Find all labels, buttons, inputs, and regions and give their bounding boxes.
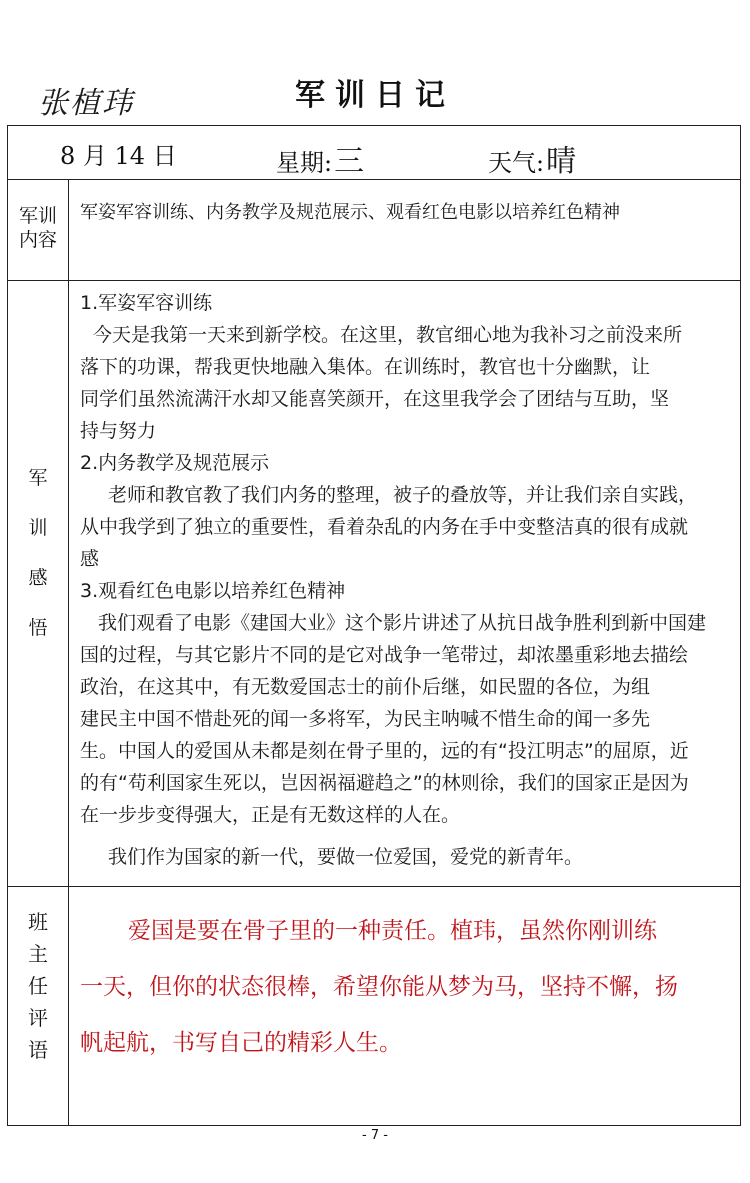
reflection-line: 我们作为国家的新一代，要做一位爱国，爱党的新青年。: [108, 846, 584, 868]
reflection-line: 3.观看红色电影以培养红色精神: [80, 580, 346, 602]
comment-line: 爱国是要在骨子里的一种责任。植玮，虽然你刚训练: [128, 918, 657, 944]
row-divider: [8, 280, 740, 281]
reflection-line: 同学们虽然流满汗水却又能喜笑颜开，在这里我学会了团结与互助，坚: [80, 388, 670, 410]
reflection-line: 政治，在这其中，有无数爱国志士的前仆后继，如民盟的各位，为组: [80, 676, 651, 698]
reflection-line: 2.内务教学及规范展示: [80, 452, 270, 474]
reflection-line: 国的过程，与其它影片不同的是它对战争一笔带过，却浓墨重彩地去描绘: [80, 644, 689, 666]
reflection-line: 1.军姿军容训练: [80, 292, 213, 314]
content-text: 军姿军容训练、内务教学及规范展示、观看红色电影以培养红色精神: [80, 202, 620, 223]
label-column-divider: [68, 179, 69, 1125]
reflection-line: 落下的功课，帮我更快地融入集体。在训练时，教官也十分幽默，让: [80, 356, 651, 378]
weather-value: 晴: [546, 144, 577, 179]
reflection-line: 从中我学到了独立的重要性，看着杂乱的内务在手中变整洁真的很有成就: [80, 516, 689, 538]
reflection-line: 生。中国人的爱国从未都是刻在骨子里的，远的有“投江明志”的屈原，近: [80, 740, 689, 762]
page-number: - 7 -: [362, 1128, 388, 1143]
weekday-field: [276, 136, 364, 180]
reflection-line: 我们观看了电影《建国大业》这个影片讲述了从抗日战争胜利到新中国建: [98, 612, 707, 634]
weekday-label: 星期:: [276, 149, 333, 177]
comment-line: 帆起航，书写自己的精彩人生。: [80, 1030, 402, 1056]
reflection-line: 的有“苟利国家生死以，岂因祸福避趋之”的林则徐，我们的国家正是因为: [80, 772, 689, 794]
reflection-line: 老师和教官教了我们内务的整理，被子的叠放等，并让我们亲自实践，: [108, 484, 698, 506]
reflection-line: 建民主中国不惜赴死的闻一多将军，为民主呐喊不惜生命的闻一多先: [80, 708, 651, 730]
reflection-line: 今天是我第一天来到新学校。在这里，教官细心地为我补习之前没来所: [93, 324, 683, 346]
row-divider: [8, 179, 740, 180]
reflection-line: 在一步步变得强大，正是有无数这样的人在。: [80, 804, 461, 826]
comment-line: 一天，但你的状态很棒，希望你能从梦为马，坚持不懈，扬: [80, 974, 678, 1000]
date-field: 8 月 14 日: [60, 142, 177, 170]
weather-label: 天气:: [488, 149, 545, 177]
comment-label: 班 主 任 评 语: [28, 910, 48, 1062]
author-name: 张植玮: [38, 86, 134, 121]
row-divider: [8, 886, 740, 887]
diary-table: [7, 125, 741, 1126]
page-title: 军训日记: [295, 78, 455, 113]
content-label: 军训 内容: [18, 205, 57, 251]
weekday-value: 三: [334, 144, 365, 179]
weather-field: [488, 136, 576, 180]
reflection-line: 持与努力: [80, 420, 157, 442]
reflection-line: 感: [80, 548, 100, 570]
reflection-label: 军 训 感 悟: [28, 467, 48, 639]
